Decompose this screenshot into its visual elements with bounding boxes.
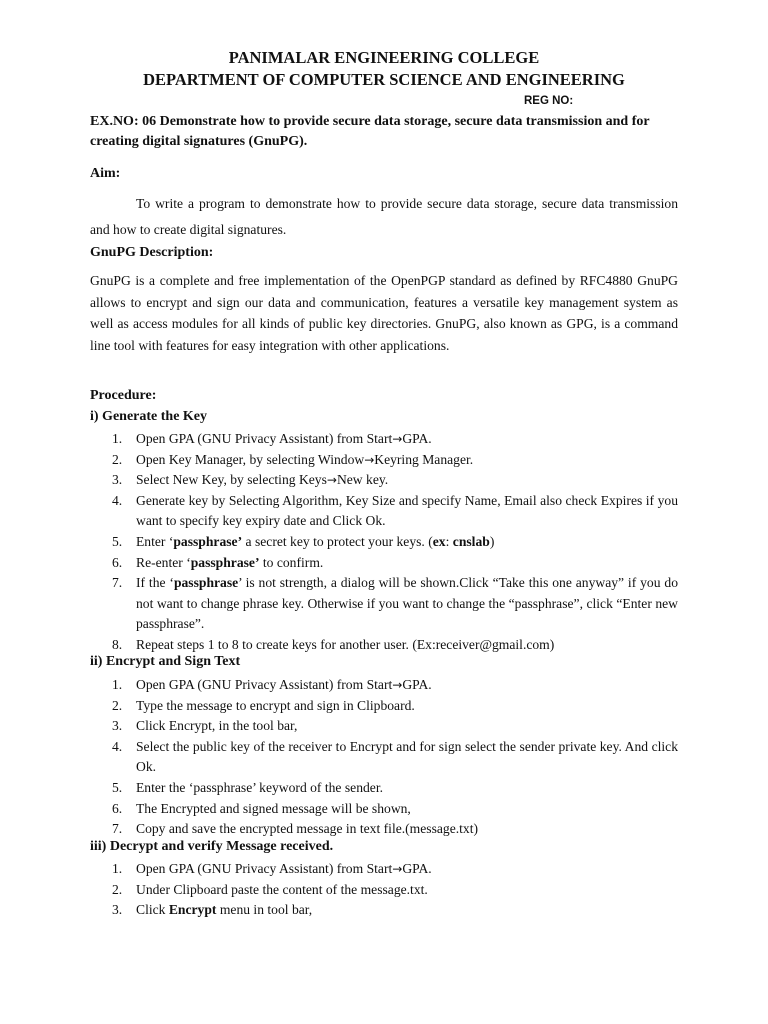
arrow-right-icon: → <box>392 678 403 692</box>
list-item: 3. Select New Key, by selecting Keys→New key. <box>112 472 389 488</box>
arrow-right-icon: → <box>392 862 403 876</box>
list-item: 1. Open GPA (GNU Privacy Assistant) from Start→GPA. <box>112 677 432 692</box>
list-item: 8. Repeat steps 1 to 8 to create keys for another user. (Ex:receiver@gmail.com) <box>112 636 555 652</box>
list-item: 7. If the ‘passphrase’ is not strength, a dialog will be shown.Click “Take this one anyway” if you do not want to change phrase key. Otherwise if you want to change the “passphrase”, click “Enter new passphrase”. <box>112 575 678 632</box>
aim-heading: Aim: <box>90 166 121 181</box>
list-item: 3. Click Encrypt, in the tool bar, <box>112 718 298 734</box>
section-heading-generate-key: i) Generate the Key <box>90 409 208 424</box>
reg-no-label: REG NO: <box>524 95 574 107</box>
description-heading: GnuPG Description: <box>90 245 214 260</box>
steps-decrypt-verify <box>90 859 678 921</box>
list-item: 4. Select the public key of the receiver to Encrypt and for sign select the sender private key. And click Ok. <box>112 738 678 775</box>
list-item: 2. Open Key Manager, by selecting Window→Keyring Manager. <box>112 451 474 467</box>
department-title: DEPARTMENT OF COMPUTER SCIENCE AND ENGINEERING <box>143 70 625 89</box>
list-item: 7. Copy and save the encrypted message in text file.(message.txt) <box>112 821 479 837</box>
arrow-right-icon: → <box>392 432 403 446</box>
list-item: 5. Enter ‘passphrase’ a secret key to protect your keys. (ex: cnslab) <box>112 533 495 549</box>
section-heading-encrypt-sign: ii) Encrypt and Sign Text <box>90 654 241 669</box>
list-item: 6. Re-enter ‘passphrase’ to confirm. <box>112 554 324 570</box>
aim-text: To write a program to demonstrate how to provide secure data storage, secure data transmission and how to create digital signatures. <box>90 196 678 237</box>
exercise-title: EX.NO: 06 Demonstrate how to provide secure data storage, secure data transmission and for creating digital signatures (GnuPG). <box>90 114 650 149</box>
list-item: 2. Under Clipboard paste the content of the message.txt. <box>112 881 428 897</box>
arrow-right-icon: → <box>326 473 337 488</box>
steps-encrypt-sign <box>90 675 678 840</box>
list-item: 6. The Encrypted and signed message will be shown, <box>112 800 411 816</box>
list-item: 1. Open GPA (GNU Privacy Assistant) from Start→GPA. <box>112 861 432 876</box>
college-title: PANIMALAR ENGINEERING COLLEGE <box>228 48 540 67</box>
steps-generate-key <box>90 429 678 656</box>
list-item: 2. Type the message to encrypt and sign in Clipboard. <box>112 697 415 713</box>
procedure-heading: Procedure: <box>90 388 157 403</box>
section-heading-decrypt-verify: iii) Decrypt and verify Message received. <box>90 839 334 854</box>
list-item: 3. Click Encrypt menu in tool bar, <box>112 902 313 918</box>
description-text: GnuPG is a complete and free implementation of the OpenPGP standard as defined by RFC4880 GnuPG allows to encrypt and sign our data and communication, features a versatile key management system as well as access modules for all kinds of public key directories. GnuPG, also known as GPG, is a command line tool with features for easy integration with other applications. <box>90 273 678 353</box>
arrow-right-icon: → <box>364 452 375 467</box>
list-item: 1. Open GPA (GNU Privacy Assistant) from Start→GPA. <box>112 431 432 446</box>
list-item: 5. Enter the ‘passphrase’ keyword of the sender. <box>112 779 383 795</box>
list-item: 4. Generate key by Selecting Algorithm, Key Size and specify Name, Email also check Expires if you want to specify key expiry date and Click Ok. <box>112 492 678 529</box>
